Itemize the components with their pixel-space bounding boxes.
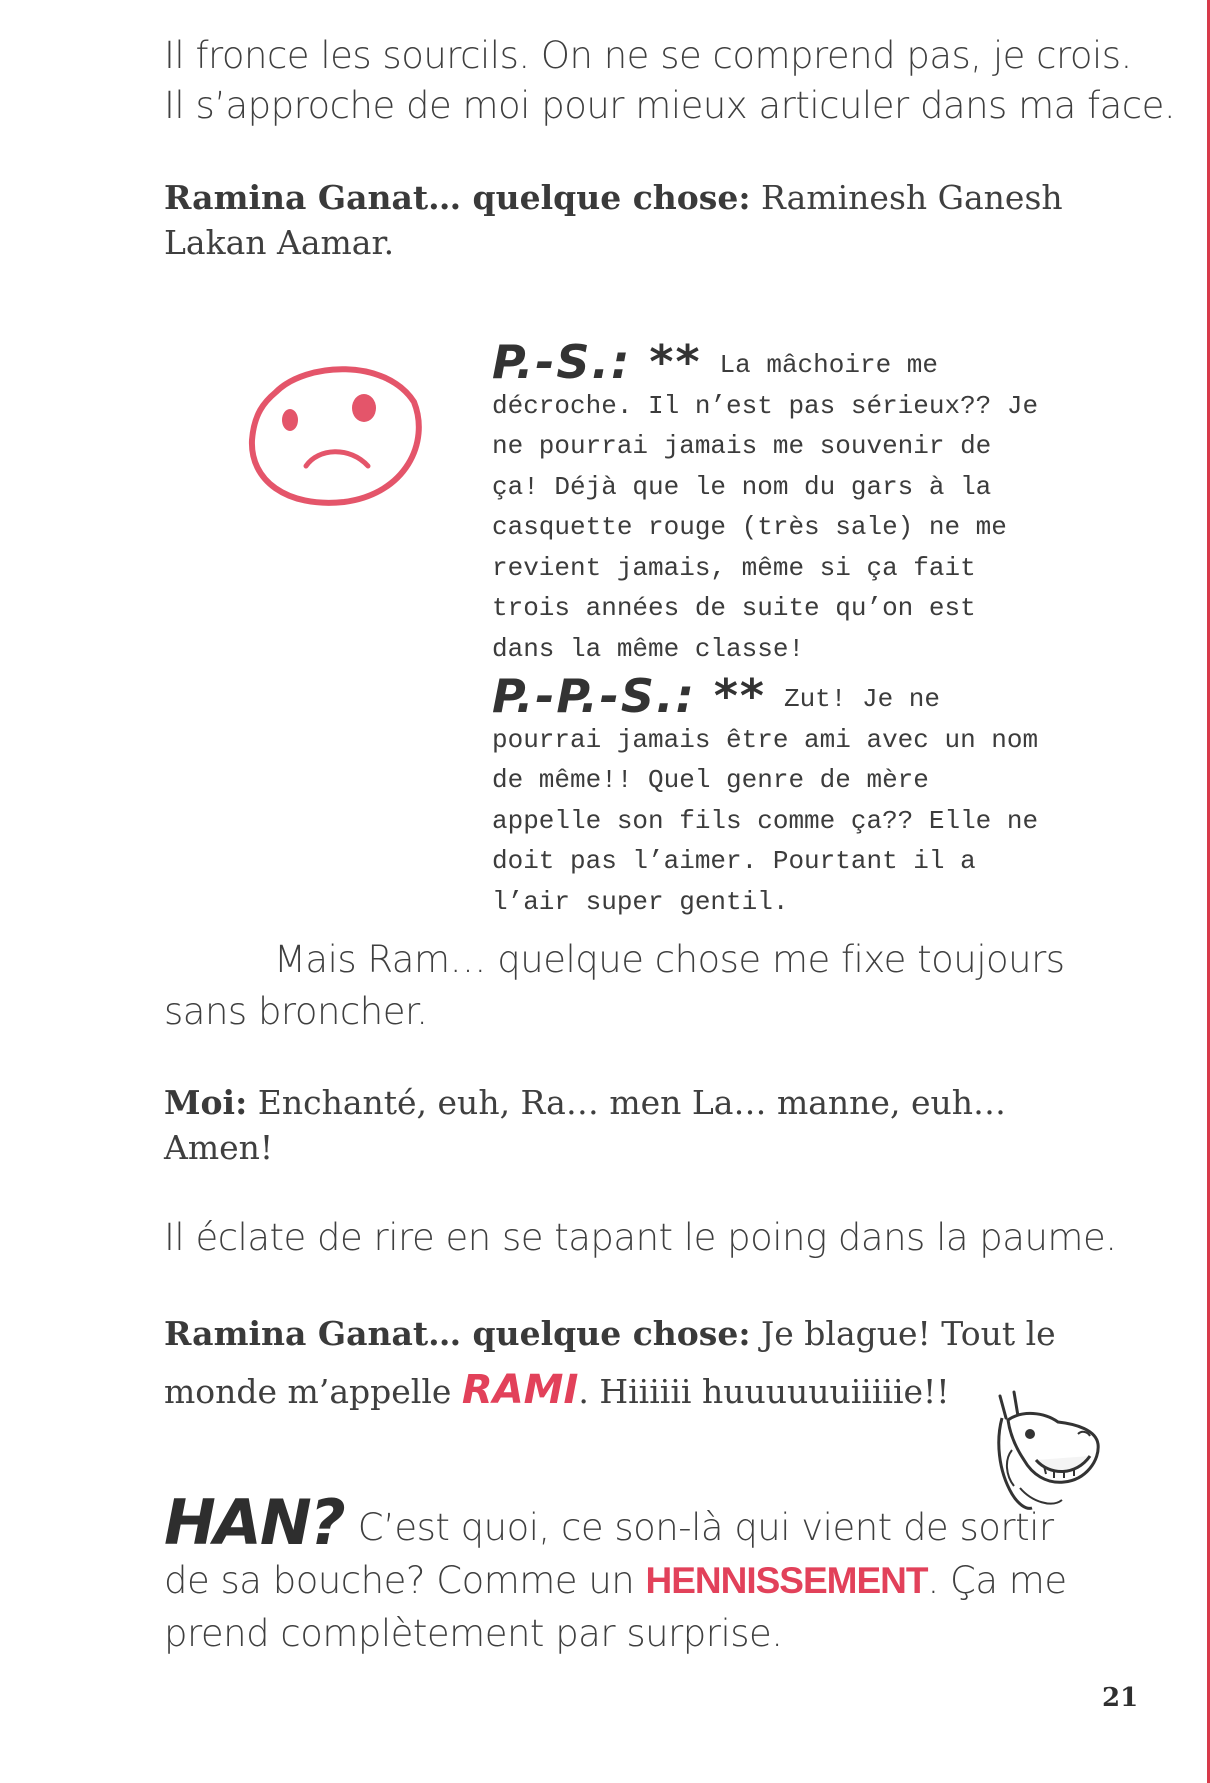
page-number: 21 <box>1102 1683 1139 1713</box>
narration-eclate: Il éclate de rire en se tapant le poing dans la paume. <box>164 1216 1117 1259</box>
ps-tag: P.-S.: ** <box>492 335 702 389</box>
pps-note-2 <box>492 669 1052 922</box>
han-exclamation: HAN? <box>164 1486 344 1559</box>
rami-highlight: RAMI <box>461 1367 579 1413</box>
pps-text: Zut! Je ne pourrai jamais être ami avec un nom de même!! Quel genre de mère appelle son fils comme ça?? Elle ne doit pas l’aimer. Pourtant il a l’air super gentil. <box>492 684 1039 917</box>
speaker-name: Moi: <box>164 1083 248 1122</box>
narration-mais-ram: Mais Ram… quelque chose me fixe toujours sans broncher. <box>164 938 1065 1033</box>
ps-text: La mâchoire me décroche. Il n’est pas sérieux?? Je ne pourrai jamais me souvenir de ça! Déjà que le nom du gars à la casquette rouge (très sale) ne me revient jamais, même si ça fait trois années de suite qu’on est dans la même classe! <box>492 350 1039 664</box>
closing-text: C’est quoi, ce son-là qui vient de sortir de sa bouche? Comme un <box>164 1506 1054 1602</box>
sad-face-icon <box>246 362 426 510</box>
dialog-text: Enchanté, euh, Ra… men La… manne, euh… Amen! <box>164 1083 1006 1167</box>
dialog-text-end: . Hiiiiii huuuuuuiiiiie!! <box>578 1372 950 1411</box>
speaker-name: Ramina Ganat… quelque chose: <box>164 178 751 217</box>
narration-han <box>164 1486 1084 1660</box>
pps-tag: P.-P.-S.: ** <box>492 669 766 723</box>
hennissement-highlight: HENNISSEMENT <box>645 1560 928 1601</box>
narration-intro-line1: Il fronce les sourcils. On ne se comprend pas, je crois. <box>164 34 1132 77</box>
ps-note-1 <box>492 335 1052 669</box>
dialog-text: Raminesh Ganesh Lakan Aamar. <box>164 178 1063 262</box>
dialog-rami-2 <box>164 1306 1084 1420</box>
dialog-moi <box>164 1080 1064 1170</box>
closing-text-end: . Ça me prend complètement par surprise. <box>164 1559 1067 1655</box>
speaker-name: Ramina Ganat… quelque chose: <box>164 1314 751 1353</box>
dialog-rami-1 <box>164 175 1084 265</box>
narration-intro-line2: Il s’approche de moi pour mieux articuler dans ma face. <box>164 84 1176 127</box>
dialog-text: Je blague! Tout le monde m’appelle <box>164 1314 1056 1411</box>
